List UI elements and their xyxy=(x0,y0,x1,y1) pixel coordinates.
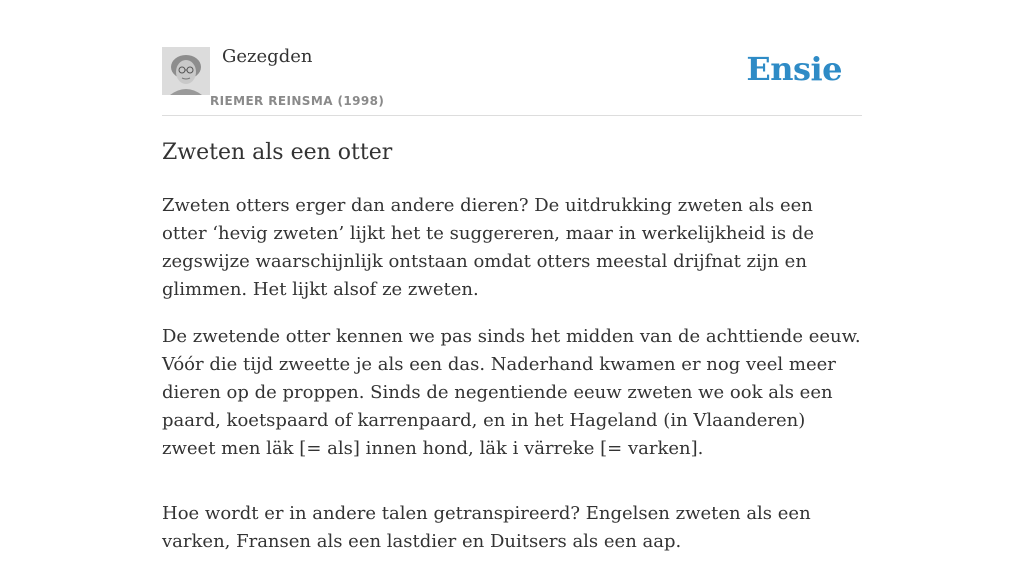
page-header xyxy=(162,0,862,116)
paragraph: De zwetende otter kennen we pas sinds het midden van de achttiende eeuw. Vóór die tijd zweette je als een das. Naderhand kwamen er nog veel meer dieren op de proppen. Sinds de negentiende eeuw zweten we ook als een paard, koetspaard of karrenpaard, en in het Hageland (in Vlaanderen) zweet men läk [= als] innen hond, läk i värreke [= varken]. xyxy=(162,326,861,459)
author-byline: RIEMER REINSMA (1998) xyxy=(210,94,385,108)
author-avatar[interactable] xyxy=(162,47,210,95)
article-body xyxy=(162,192,862,575)
article-title: Zweten als een otter xyxy=(162,140,393,165)
paragraph: Zweten otters erger dan andere dieren? De uitdrukking zweten als een otter ‘hevig zweten’ lijkt het te suggereren, maar in werkelijkheid is de zegswijze waarschijnlijk ontstaan omdat otters meestal drijfnat zijn en glimmen. Het lijkt alsof ze zweten. xyxy=(162,195,815,300)
page-container xyxy=(162,0,862,552)
author-portrait-icon xyxy=(162,47,210,95)
ensie-logo[interactable]: Ensie xyxy=(746,50,842,88)
blog-name-link[interactable]: Gezegden xyxy=(222,46,313,67)
paragraph: Hoe wordt er in andere talen getranspireerd? Engelsen zweten als een varken, Fransen als een lastdier en Duitsers als een aap. xyxy=(162,503,811,552)
